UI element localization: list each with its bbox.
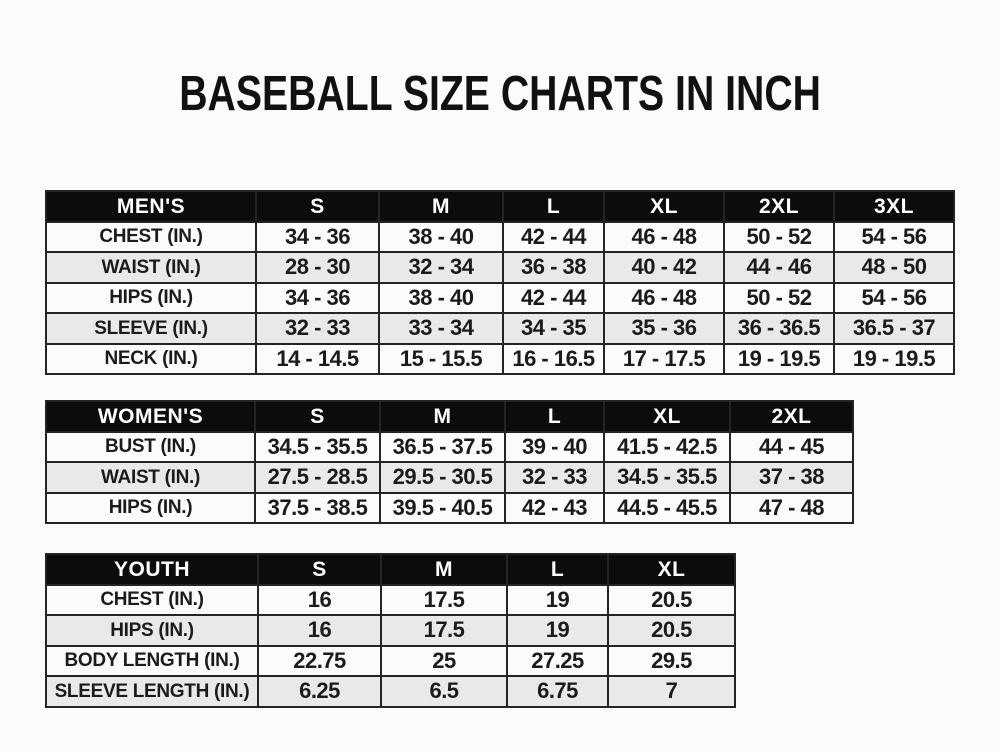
- table-row: [46, 432, 853, 463]
- size-value-cell: 19: [507, 585, 608, 616]
- size-value-cell: 29.5: [608, 646, 735, 677]
- size-value-cell: 38 - 40: [379, 222, 503, 253]
- size-value-cell: 34.5 - 35.5: [255, 432, 380, 463]
- row-label: WAIST (IN.): [46, 462, 255, 493]
- size-value-cell: 20.5: [608, 585, 735, 616]
- size-value-cell: 27.5 - 28.5: [255, 462, 380, 493]
- size-value-cell: 38 - 40: [379, 283, 503, 314]
- size-value-cell: 27.25: [507, 646, 608, 677]
- table-header-row: [46, 401, 853, 432]
- size-value-cell: 44 - 46: [724, 252, 834, 283]
- size-value-cell: 42 - 44: [503, 222, 604, 253]
- table-header-size-label: 2XL: [730, 401, 853, 432]
- size-value-cell: 44.5 - 45.5: [604, 493, 730, 524]
- size-value-cell: 19 - 19.5: [724, 344, 834, 375]
- size-value-cell: 40 - 42: [604, 252, 724, 283]
- size-value-cell: 37 - 38: [730, 462, 853, 493]
- size-value-cell: 34 - 35: [503, 313, 604, 344]
- size-value-cell: 36.5 - 37: [834, 313, 954, 344]
- table-header-size-label: XL: [604, 401, 730, 432]
- size-value-cell: 54 - 56: [834, 283, 954, 314]
- size-value-cell: 39.5 - 40.5: [380, 493, 505, 524]
- row-label: BODY LENGTH (IN.): [46, 646, 258, 677]
- size-value-cell: 19: [507, 615, 608, 646]
- size-value-cell: 17 - 17.5: [604, 344, 724, 375]
- table-row: [46, 283, 954, 314]
- table-row: [46, 313, 954, 344]
- table-header-size-label: XL: [608, 554, 735, 585]
- row-label: SLEEVE LENGTH (IN.): [46, 676, 258, 707]
- size-value-cell: 37.5 - 38.5: [255, 493, 380, 524]
- size-value-cell: 34.5 - 35.5: [604, 462, 730, 493]
- size-value-cell: 33 - 34: [379, 313, 503, 344]
- table-header-size-label: XL: [604, 191, 724, 222]
- table-header-size-label: L: [503, 191, 604, 222]
- table-header-group-label: YOUTH: [46, 554, 258, 585]
- size-value-cell: 32 - 33: [256, 313, 379, 344]
- size-value-cell: 6.25: [258, 676, 381, 707]
- size-value-cell: 47 - 48: [730, 493, 853, 524]
- row-label: CHEST (IN.): [46, 222, 256, 253]
- size-value-cell: 34 - 36: [256, 283, 379, 314]
- size-value-cell: 42 - 44: [503, 283, 604, 314]
- table-row: [46, 646, 735, 677]
- row-label: CHEST (IN.): [46, 585, 258, 616]
- size-value-cell: 15 - 15.5: [379, 344, 503, 375]
- size-value-cell: 16: [258, 585, 381, 616]
- table-header-group-label: MEN'S: [46, 191, 256, 222]
- size-value-cell: 14 - 14.5: [256, 344, 379, 375]
- size-value-cell: 41.5 - 42.5: [604, 432, 730, 463]
- row-label: HIPS (IN.): [46, 615, 258, 646]
- table-header-size-label: M: [381, 554, 507, 585]
- row-label: SLEEVE (IN.): [46, 313, 256, 344]
- size-value-cell: 22.75: [258, 646, 381, 677]
- size-value-cell: 25: [381, 646, 507, 677]
- size-value-cell: 50 - 52: [724, 283, 834, 314]
- table-row: [46, 462, 853, 493]
- table-row: [46, 676, 735, 707]
- size-value-cell: 34 - 36: [256, 222, 379, 253]
- table-row: [46, 252, 954, 283]
- table-header-size-label: 3XL: [834, 191, 954, 222]
- size-value-cell: 48 - 50: [834, 252, 954, 283]
- size-value-cell: 19 - 19.5: [834, 344, 954, 375]
- size-value-cell: 17.5: [381, 585, 507, 616]
- table-header-group-label: WOMEN'S: [46, 401, 255, 432]
- row-label: HIPS (IN.): [46, 493, 255, 524]
- row-label: NECK (IN.): [46, 344, 256, 375]
- table-header-size-label: 2XL: [724, 191, 834, 222]
- table-row: [46, 344, 954, 375]
- page-title: [0, 67, 1000, 121]
- table-row: [46, 585, 735, 616]
- table-row: [46, 222, 954, 253]
- size-value-cell: 39 - 40: [505, 432, 604, 463]
- size-value-cell: 36 - 38: [503, 252, 604, 283]
- size-value-cell: 42 - 43: [505, 493, 604, 524]
- size-value-cell: 7: [608, 676, 735, 707]
- size-value-cell: 6.75: [507, 676, 608, 707]
- table-header-size-label: S: [256, 191, 379, 222]
- size-value-cell: 35 - 36: [604, 313, 724, 344]
- size-value-cell: 36.5 - 37.5: [380, 432, 505, 463]
- table-row: [46, 615, 735, 646]
- size-value-cell: 54 - 56: [834, 222, 954, 253]
- size-value-cell: 16 - 16.5: [503, 344, 604, 375]
- size-value-cell: 6.5: [381, 676, 507, 707]
- table-header-size-label: M: [379, 191, 503, 222]
- size-value-cell: 20.5: [608, 615, 735, 646]
- size-value-cell: 46 - 48: [604, 283, 724, 314]
- row-label: HIPS (IN.): [46, 283, 256, 314]
- size-value-cell: 29.5 - 30.5: [380, 462, 505, 493]
- table-header-size-label: L: [507, 554, 608, 585]
- table-header-row: [46, 191, 954, 222]
- table-header-size-label: S: [258, 554, 381, 585]
- size-value-cell: 32 - 33: [505, 462, 604, 493]
- size-value-cell: 28 - 30: [256, 252, 379, 283]
- size-value-cell: 36 - 36.5: [724, 313, 834, 344]
- table-header-size-label: M: [380, 401, 505, 432]
- size-value-cell: 17.5: [381, 615, 507, 646]
- size-value-cell: 32 - 34: [379, 252, 503, 283]
- size-table-mens: [45, 190, 955, 375]
- size-value-cell: 46 - 48: [604, 222, 724, 253]
- table-header-size-label: S: [255, 401, 380, 432]
- page-title-text: BASEBALL SIZE CHARTS IN INCH: [179, 67, 821, 121]
- size-value-cell: 44 - 45: [730, 432, 853, 463]
- size-value-cell: 16: [258, 615, 381, 646]
- table-row: [46, 493, 853, 524]
- size-value-cell: 50 - 52: [724, 222, 834, 253]
- row-label: WAIST (IN.): [46, 252, 256, 283]
- row-label: BUST (IN.): [46, 432, 255, 463]
- table-header-size-label: L: [505, 401, 604, 432]
- table-header-row: [46, 554, 735, 585]
- size-table-youth: [45, 553, 736, 708]
- size-table-womens: [45, 400, 854, 524]
